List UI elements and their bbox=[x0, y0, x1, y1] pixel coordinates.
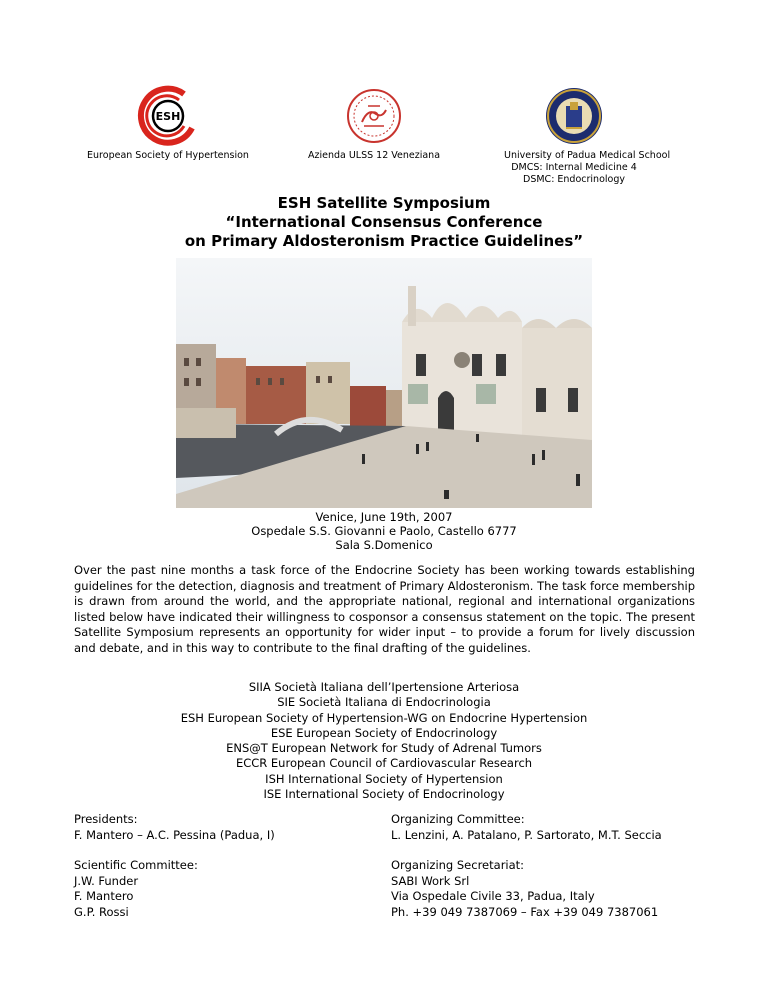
title-line-1: ESH Satellite Symposium bbox=[277, 194, 491, 212]
org-item: SIE Società Italiana di Endocrinologia bbox=[277, 695, 491, 710]
org-item: ESH European Society of Hypertension-WG on Endocrine Hypertension bbox=[180, 710, 588, 725]
org-item: ESE European Society of Endocrinology bbox=[270, 725, 498, 740]
padua-caption-1: University of Padua Medical School bbox=[504, 150, 671, 161]
title-line-2: “International Consensus Conference bbox=[225, 213, 543, 231]
presidents-names: F. Mantero – A.C. Pessina (Padua, I) bbox=[74, 827, 275, 842]
venue-place: Ospedale S.S. Giovanni e Paolo, Castello 6777 bbox=[251, 524, 517, 538]
secretariat-line: Via Ospedale Civile 33, Padua, Italy bbox=[391, 889, 595, 903]
title-line-3: on Primary Aldosteronism Practice Guidelines” bbox=[184, 232, 584, 250]
scientific-name: J.W. Funder bbox=[74, 873, 139, 888]
scientific-name: G.P. Rossi bbox=[74, 904, 129, 919]
scientific-heading: Scientific Committee: bbox=[74, 858, 198, 872]
padua-seal-icon bbox=[544, 86, 604, 146]
org-item: ISH International Society of Hypertension bbox=[265, 771, 503, 786]
presidents-heading: Presidents: bbox=[74, 812, 138, 826]
venue-info bbox=[0, 510, 768, 552]
esh-logo-icon bbox=[132, 84, 204, 148]
ulss-logo-block bbox=[296, 78, 452, 162]
scientific-name: F. Mantero bbox=[74, 889, 134, 903]
venue-date: Venice, June 19th, 2007 bbox=[315, 510, 453, 524]
secretariat-line: Ph. +39 049 7387069 – Fax +39 049 7387061 bbox=[391, 904, 659, 919]
ulss-caption: Azienda ULSS 12 Veneziana bbox=[307, 150, 441, 161]
scientific-committee-block bbox=[74, 858, 198, 920]
organizations-list bbox=[0, 680, 768, 802]
org-item: ENS@T European Network for Study of Adrenal Tumors bbox=[226, 741, 542, 756]
org-item: SIIA Società Italiana dell’Ipertensione Arteriosa bbox=[248, 680, 520, 694]
venue-room: Sala S.Domenico bbox=[335, 538, 433, 552]
org-item: ECCR European Council of Cardiovascular Research bbox=[235, 756, 533, 771]
page-title bbox=[0, 194, 768, 251]
esh-logo-text: ESH bbox=[155, 110, 181, 123]
ulss-seal-icon bbox=[346, 88, 402, 144]
padua-caption-2: DMCS: Internal Medicine 4 bbox=[511, 162, 637, 173]
venice-photo bbox=[176, 258, 592, 508]
presidents-block bbox=[74, 812, 275, 843]
secretariat-heading: Organizing Secretariat: bbox=[391, 858, 525, 872]
padua-caption-3: DSMC: Endocrinology bbox=[523, 174, 625, 185]
padua-logo-block bbox=[504, 78, 671, 186]
esh-caption: European Society of Hypertension bbox=[87, 150, 249, 161]
org-item: ISE International Society of Endocrinology bbox=[263, 787, 505, 802]
organizing-committee-block bbox=[391, 812, 662, 843]
esh-logo-block bbox=[82, 78, 254, 162]
organizing-names: L. Lenzini, A. Patalano, P. Sartorato, M.T. Seccia bbox=[391, 827, 662, 842]
intro-paragraph: Over the past nine months a task force of the Endocrine Society has been working towards establishing guidelines for the detection, diagnosis and treatment of Primary Aldosteronism. The task force membership is drawn from around the world, and the appropriate national, regional and international organizations listed below have indicated their willingness to cosponsor a consensus statement on the topic. The present Satellite Symposium represents an opportunity for wider input – to provide a forum for lively discussion and debate, and in this way to contribute to the final drafting of the guidelines. bbox=[74, 563, 695, 655]
secretariat-line: SABI Work Srl bbox=[391, 873, 470, 888]
organizing-heading: Organizing Committee: bbox=[391, 812, 525, 826]
secretariat-block bbox=[391, 858, 658, 920]
